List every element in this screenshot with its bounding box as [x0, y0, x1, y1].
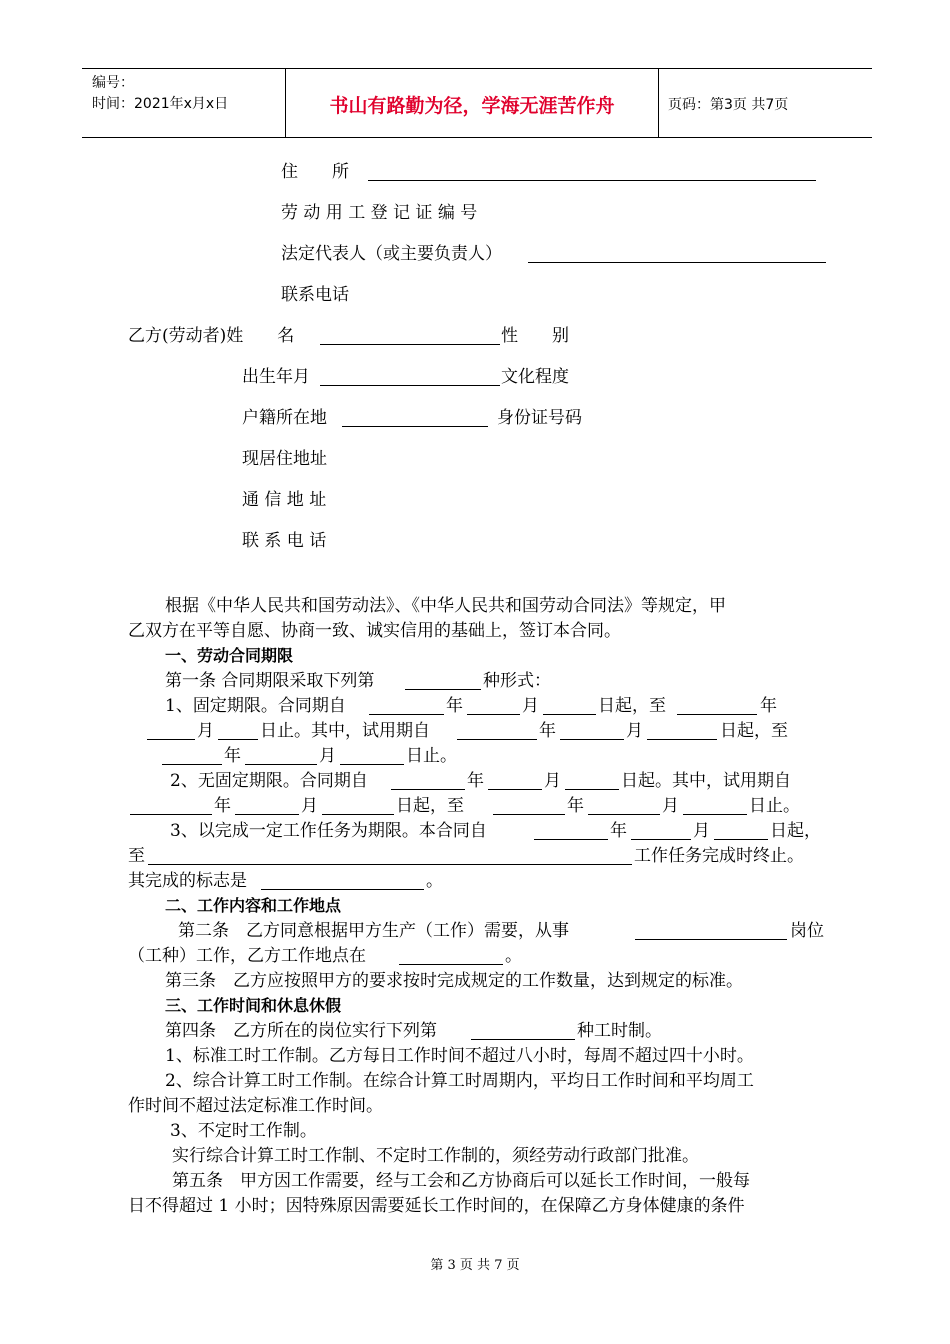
party-b-gender-label: 性 别 [501, 326, 569, 346]
year-label: 年 [567, 796, 584, 816]
article-4-text-a: 第四条 乙方所在的岗位实行下列第 [165, 1021, 437, 1041]
header-right-cell [658, 69, 872, 137]
standard-hours-text: 1、标准工时工作制。乙方每日工作时间不超过八小时，每周不超过四十小时。 [165, 1046, 754, 1066]
party-b-phone-label: 联 系 电 话 [242, 531, 327, 551]
blank [340, 764, 404, 765]
blank [148, 864, 632, 865]
party-b-education-label: 文化程度 [501, 367, 569, 387]
month-label: 月 [662, 796, 679, 816]
task-term-text: 3、以完成一定工作任务为期限。本合同自 [170, 821, 487, 841]
blank [218, 739, 258, 740]
party-a-legal-rep-label: 法定代表人（或主要负责人） [281, 244, 502, 264]
blank [543, 714, 596, 715]
blank [147, 739, 195, 740]
year-label: 年 [760, 696, 777, 716]
month-label: 月 [626, 721, 643, 741]
comprehensive-hours-line-2: 作时间不超过法定标准工作时间。 [128, 1096, 383, 1116]
month-label: 月 [544, 771, 561, 791]
day-from-label: 日起，至 [720, 721, 788, 741]
blank [471, 1039, 575, 1040]
blank [391, 789, 465, 790]
article-2-text-b: 岗位 [790, 921, 824, 941]
party-b-name-label: 乙方(劳动者)姓 名 [128, 326, 295, 346]
article-1-text-b: 种形式： [483, 671, 551, 691]
completion-mark-text: 其完成的标志是 [128, 871, 247, 891]
blank [261, 889, 424, 890]
approval-text: 实行综合计算工时工作制、不定时工作制的，须经劳动行政部门批准。 [172, 1146, 699, 1166]
year-label: 年 [467, 771, 484, 791]
blank [457, 739, 537, 740]
doc-number-label: 编号： [92, 75, 134, 91]
day-from-label: 日起， [770, 821, 821, 841]
blank [534, 839, 608, 840]
blank [369, 714, 444, 715]
day-end-label: 日止。其中，试用期自 [260, 721, 430, 741]
day-stop-label: 日止。 [406, 746, 457, 766]
header-motto: 书山有路勤为径，学海无涯苦作舟 [329, 95, 615, 117]
article-1-text-a: 第一条 合同期限采取下列第 [165, 671, 375, 691]
party-b-mail-label: 通 信 地 址 [242, 490, 327, 510]
party-b-name-line [320, 344, 500, 345]
fixed-term-text: 1、固定期限。合同期自 [165, 696, 346, 716]
party-a-address-line [368, 180, 816, 181]
irregular-hours-text: 3、不定时工作制。 [170, 1121, 317, 1141]
article-5-line-2: 日不得超过 1 小时；因特殊原因需要延长工作时间的，在保障乙方身体健康的条件 [128, 1196, 745, 1216]
blank [683, 814, 747, 815]
blank [322, 814, 394, 815]
header-left-cell [82, 69, 285, 137]
blank [162, 764, 222, 765]
blank [235, 814, 299, 815]
year-label: 年 [224, 746, 241, 766]
month-label: 月 [197, 721, 214, 741]
task-end-label: 工作任务完成时终止。 [634, 846, 804, 866]
section-3-title: 三、工作时间和休息休假 [165, 996, 342, 1015]
year-label: 年 [610, 821, 627, 841]
section-2-title: 二、工作内容和工作地点 [165, 896, 342, 915]
comprehensive-hours-line-1: 2、综合计算工时工作制。在综合计算工时周期内，平均日工作时间和平均周工 [165, 1071, 754, 1091]
no-fixed-term-text: 2、无固定期限。合同期自 [170, 771, 368, 791]
header-middle-cell [285, 69, 659, 137]
intro-line-2: 乙双方在平等自愿、协商一致、诚实信用的基础上，签订本合同。 [128, 621, 621, 641]
month-label: 月 [319, 746, 336, 766]
party-b-household-line [342, 426, 488, 427]
day-from-label: 日起，至 [598, 696, 666, 716]
party-b-household-label: 户籍所在地 [242, 408, 327, 428]
month-label: 月 [522, 696, 539, 716]
blank [588, 814, 660, 815]
article-2-text-c: （工种）工作，乙方工作地点在 [128, 946, 366, 966]
blank [647, 739, 717, 740]
month-label: 月 [693, 821, 710, 841]
day-from-trial-label: 日起。其中，试用期自 [621, 771, 791, 791]
article-2-text-a: 第二条 乙方同意根据甲方生产（工作）需要，从事 [178, 921, 569, 941]
blank [245, 764, 317, 765]
blank [635, 939, 787, 940]
year-label: 年 [214, 796, 231, 816]
page-footer: 第 3 页 共 7 页 [430, 1258, 520, 1273]
day-from-label: 日起，至 [396, 796, 464, 816]
blank [631, 839, 691, 840]
blank [467, 714, 520, 715]
blank [130, 814, 212, 815]
blank [565, 789, 619, 790]
document-header [82, 68, 872, 138]
article-3-text: 第三条 乙方应按照甲方的要求按时完成规定的工作数量，达到规定的标准。 [165, 971, 743, 991]
blank [493, 814, 565, 815]
blank [714, 839, 768, 840]
article-1-blank [405, 689, 481, 690]
header-page-label: 页码：第3页 共7页 [668, 97, 789, 113]
blank [677, 714, 757, 715]
blank [399, 964, 503, 965]
party-a-address-label: 住 所 [281, 162, 349, 182]
party-b-birth-label: 出生年月 [242, 367, 310, 387]
party-b-birth-line [320, 385, 500, 386]
month-label: 月 [301, 796, 318, 816]
blank [560, 739, 624, 740]
to-label: 至 [128, 846, 145, 866]
year-label: 年 [446, 696, 463, 716]
doc-time-label: 时间：2021年x月x日 [92, 96, 229, 112]
party-a-labor-cert-label: 劳 动 用 工 登 记 证 编 号 [281, 203, 478, 223]
completion-mark-end: 。 [426, 871, 443, 891]
day-stop-label: 日止。 [749, 796, 800, 816]
party-b-id-label: 身份证号码 [497, 408, 582, 428]
blank [488, 789, 542, 790]
party-a-legal-rep-line [528, 262, 826, 263]
article-4-text-b: 种工时制。 [577, 1021, 662, 1041]
article-5-line-1: 第五条 甲方因工作需要，经与工会和乙方协商后可以延长工作时间，一般每 [172, 1171, 750, 1191]
year-label: 年 [539, 721, 556, 741]
intro-line-1: 根据《中华人民共和国劳动法》、《中华人民共和国劳动合同法》等规定，甲 [165, 596, 726, 616]
article-2-text-d: 。 [505, 946, 522, 966]
section-1-title: 一、劳动合同期限 [165, 646, 294, 665]
party-a-phone-label: 联系电话 [281, 285, 349, 305]
party-b-residence-label: 现居住地址 [242, 449, 327, 469]
